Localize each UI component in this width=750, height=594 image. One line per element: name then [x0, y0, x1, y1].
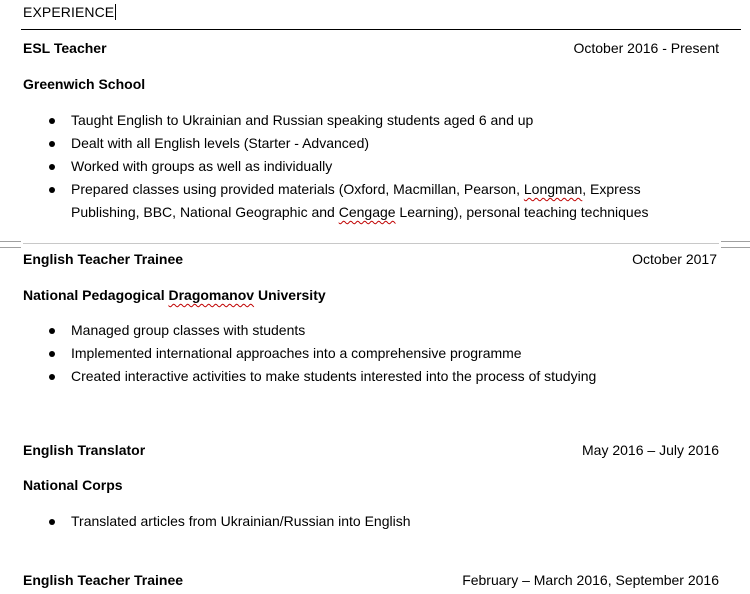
- list-item: Translated articles from Ukrainian/Russian into English: [47, 510, 711, 533]
- list-item: Dealt with all English levels (Starter - Advanced): [47, 132, 711, 155]
- section-heading[interactable]: EXPERIENCE: [23, 4, 115, 20]
- heading-underline: [21, 29, 741, 30]
- job-date: February – March 2016, September 2016: [462, 572, 719, 588]
- job-bullet-list: [47, 319, 711, 388]
- page-break-right-mark: [721, 241, 750, 248]
- text-cursor: [115, 4, 116, 20]
- page-break-marker: [0, 241, 750, 247]
- job-date: October 2016 - Present: [573, 40, 719, 56]
- job-bullet-list: [47, 109, 711, 224]
- page-break-line: [23, 243, 719, 244]
- organization-name: National Pedagogical Dragomanov University: [23, 287, 326, 303]
- spellcheck-mark: Dragomanov: [168, 287, 255, 303]
- job-organization: National Corps: [23, 477, 123, 493]
- job-organization: [23, 287, 326, 303]
- job-date: October 2017: [632, 251, 717, 267]
- job-title: English Translator: [23, 442, 146, 458]
- job-title: English Teacher Trainee: [23, 251, 184, 267]
- job-date: May 2016 – July 2016: [582, 442, 719, 458]
- spellcheck-mark: Cengage: [338, 204, 396, 220]
- list-item: Taught English to Ukrainian and Russian speaking students aged 6 and up: [47, 109, 711, 132]
- job-bullet-list: [47, 510, 711, 533]
- spellcheck-mark: Longman: [523, 181, 583, 197]
- list-item: Managed group classes with students: [47, 319, 711, 342]
- list-item: Implemented international approaches into a comprehensive programme: [47, 342, 711, 365]
- job-title: English Teacher Trainee: [23, 572, 184, 588]
- job-organization: Greenwich School: [23, 76, 146, 92]
- list-item: Created interactive activities to make students interested into the process of studying: [47, 365, 711, 388]
- list-item: Prepared classes using provided materials (Oxford, Macmillan, Pearson, Longman, Express Publishing, BBC, National Geographic and Cengage Learning), personal teaching techniques: [47, 178, 711, 224]
- page-break-left-mark: [0, 241, 21, 248]
- job-title: ESL Teacher: [23, 40, 107, 56]
- list-item: Worked with groups as well as individually: [47, 155, 711, 178]
